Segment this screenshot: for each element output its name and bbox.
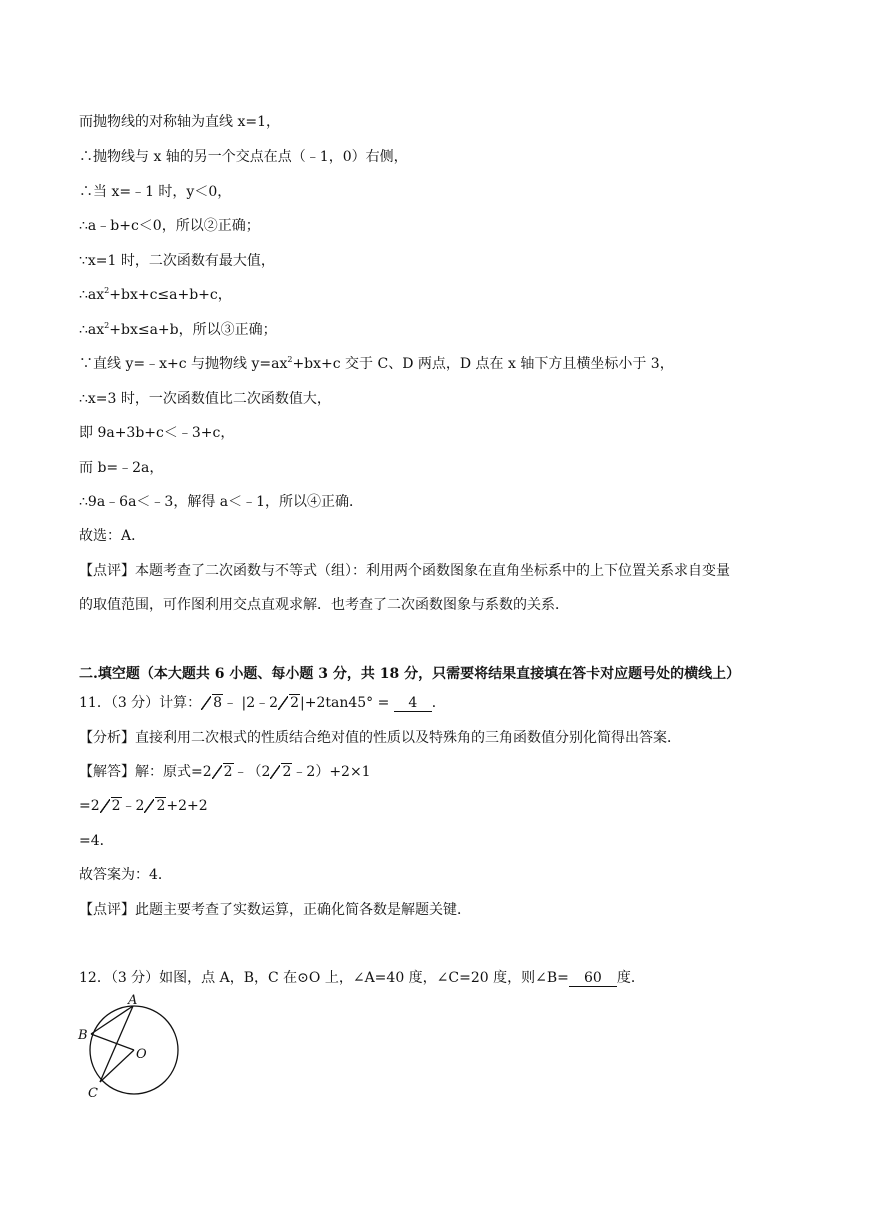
line-line-parabola: ∵直线 y=﹣x+c 与抛物线 $y=ax^2+bx+c$ 交于 C、D 两点，D 点在 x 轴下方且横坐标小于 3， <box>79 355 674 372</box>
line-x3: ∴x=3 时，一次函数值比二次函数值大， <box>79 391 331 407</box>
q11-comment: 【点评】此题主要考查了实数运算，正确化简各数是解题关键． <box>79 902 471 918</box>
line-b-eq: 而 b=﹣2a， <box>79 460 164 476</box>
q12-question: 12．（3 分）如图，点 A，B，C 在⊙O 上，∠A=40 度，∠C=20 度，则∠B= 60 度． <box>79 970 645 986</box>
label-b: B <box>78 1028 88 1043</box>
line-when-x: ∴当 x=﹣1 时，y＜0， <box>79 184 232 200</box>
label-a: A <box>128 993 138 1008</box>
line-inequality-1: $\therefore ax^2+bx+c\le a+b+c$， <box>79 286 232 303</box>
q11-solution-3: =4． <box>79 833 114 849</box>
q11-answer: 4 <box>394 695 432 712</box>
label-c: C <box>88 1086 98 1101</box>
line-intersection: ∴抛物线与 x 轴的另一个交点在点（﹣1，0）右侧， <box>79 149 408 165</box>
line-choice: 故选：A． <box>79 528 146 544</box>
circle-figure <box>74 992 189 1104</box>
q11-analysis: 【分析】直接利用二次根式的性质结合绝对值的性质以及特殊角的三角函数值分别化简得出答案． <box>79 730 681 746</box>
label-o: O <box>136 1047 147 1062</box>
q11-final: 故答案为：4． <box>79 867 172 883</box>
q11-question: 11．（3 分）计算： 8﹣ |2﹣2 2|+2tan45° = 4 ． <box>79 695 446 711</box>
q12-answer: 60 <box>569 970 617 987</box>
q11-solution-1: 【解答】解：原式=2 2﹣（2 2﹣2）+2×1 <box>79 764 371 780</box>
segment-bo <box>91 1034 134 1050</box>
line-conclusion-3: $\therefore ax^2+bx\le a+b$，所以③正确； <box>79 321 277 338</box>
segment-co <box>100 1050 134 1082</box>
line-ineq-c: 即 9a+3b+c＜﹣3+c， <box>79 425 235 441</box>
section-heading: 二.填空题（本大题共 6 小题、每小题 3 分，共 18 分，只需要将结果直接填在答卡对应题号处的横线上） <box>79 666 741 682</box>
line-conclusion-4: ∴9a﹣6a＜﹣3，解得 a＜﹣1，所以④正确． <box>79 494 364 510</box>
line-comment-1: 【点评】本题考查了二次函数与不等式（组）：利用两个函数图象在直角坐标系中的上下位置关系求自变量 <box>79 563 730 579</box>
line-comment-2: 的取值范围，可作图利用交点直观求解．也考查了二次函数图象与系数的关系． <box>79 597 569 613</box>
line-max-value: ∵x=1 时，二次函数有最大值， <box>79 253 275 269</box>
q11-solution-2: =2 2﹣2 2+2+2 <box>79 798 208 814</box>
line-symmetry-axis: 而抛物线的对称轴为直线 x=1， <box>79 114 280 130</box>
line-conclusion-2: ∴a﹣b+c＜0，所以②正确； <box>79 218 260 234</box>
